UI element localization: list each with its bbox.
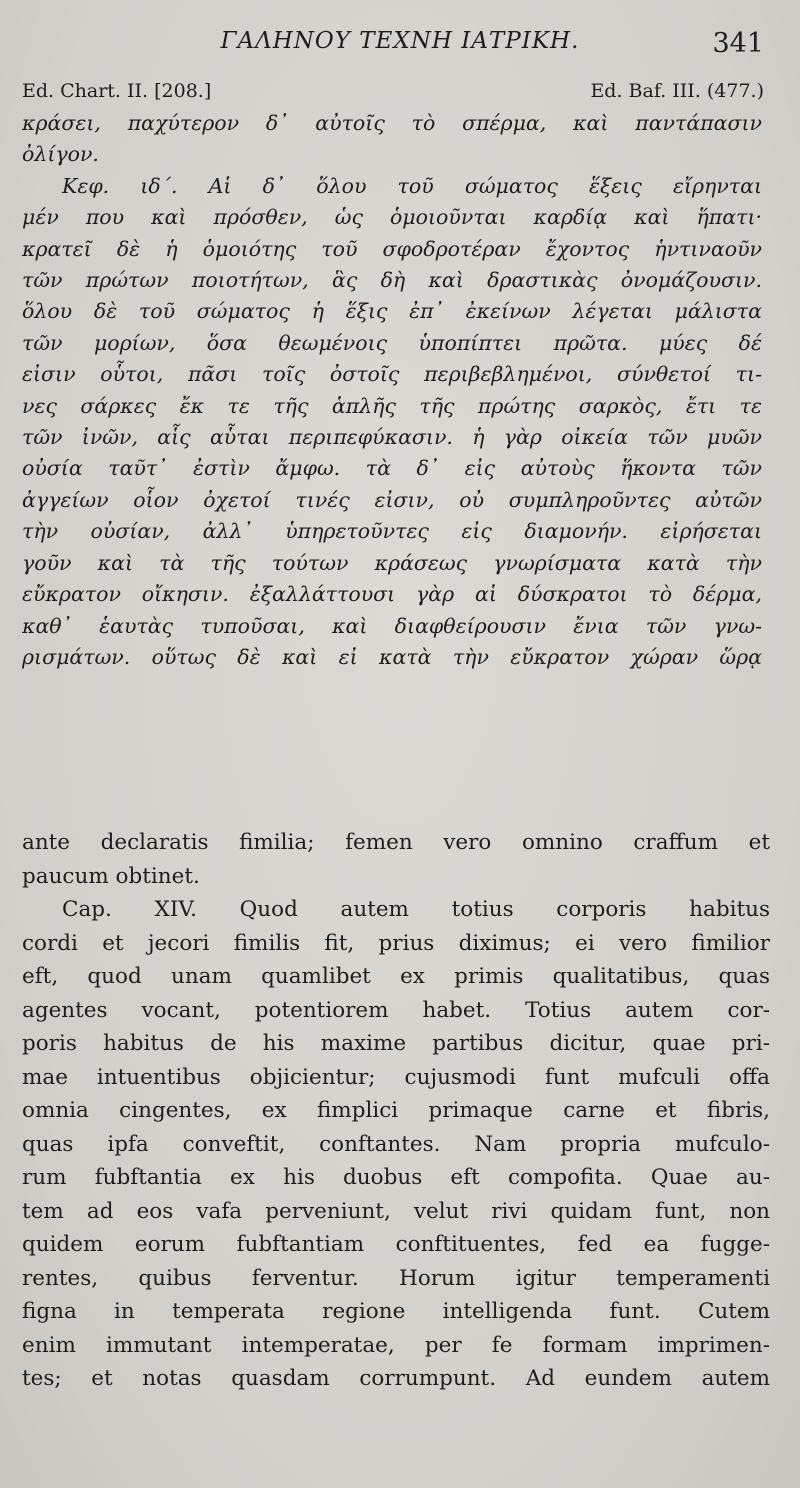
latin-text-block: [22, 826, 770, 1396]
latin-line: quas ipfa conveftit, conftantes. Nam propria mufculo-: [22, 1131, 770, 1157]
greek-line: ὅλου δὲ τοῦ σώματος ἡ ἕξις ἐπ᾽ ἐκείνων λέγεται μάλιστα: [22, 299, 762, 324]
greek-line: τῶν ἰνῶν, αἷς αὗται περιπεφύκασιν. ἡ γὰρ οἰκεία τῶν μυῶν: [22, 425, 762, 450]
latin-line: omnia cingentes, ex fimplici primaque carne et fibris,: [22, 1098, 770, 1123]
greek-line: ρισμάτων. οὕτως δὲ καὶ εἰ κατὰ τὴν εὔκρατον χώραν ὥρᾳ: [22, 644, 762, 669]
latin-line: ante declaratis fimilia; femen vero omnino craffum et: [22, 830, 770, 855]
running-title: ΓΑΛΗΝΟΥ ΤΕΧΝΗ ΙΑΤΡΙΚΗ.: [220, 28, 580, 54]
greek-line: οὐσία ταῦτ᾽ ἐστὶν ἄμφω. τὰ δ᾽ εἰς αὐτοὺς ἥκοντα τῶν: [22, 456, 762, 481]
greek-line: κράσει, παχύτερον δ᾽ αὐτοῖς τὸ σπέρμα, καὶ παντάπασιν: [22, 111, 762, 135]
latin-line: paucum obtinet.: [22, 863, 200, 889]
greek-line: καθ᾽ ἑαυτὰς τυποῦσαι, καὶ διαφθείρουσιν ἔνια τῶν γνω-: [22, 613, 762, 638]
greek-line: τὴν οὐσίαν, ἀλλ᾽ ὑπηρετοῦντες εἰς διαμονήν. εἰρήσεται: [22, 519, 762, 544]
edition-reference-left: Ed. Chart. II. [208.]: [22, 80, 212, 102]
greek-line: ὀλίγον.: [22, 142, 99, 167]
latin-line: mae intuentibus objicientur; cujusmodi funt mufculi offa: [22, 1064, 770, 1090]
greek-line: κρατεῖ δὲ ἡ ὁμοιότης τοῦ σφοδροτέραν ἔχοντος ἡντιναοῦν: [22, 236, 762, 261]
latin-line: rum fubftantia ex his duobus eft compofita. Quae au-: [22, 1165, 770, 1190]
edition-reference-right: Ed. Baf. III. (477.): [590, 80, 764, 102]
latin-line: tem ad eos vafa perveniunt, velut rivi quidam funt, non: [22, 1198, 770, 1224]
latin-line: Cap. XIV. Quod autem totius corporis habitus: [62, 897, 770, 922]
greek-line: μέν που καὶ πρόσθεν, ὡς ὁμοιοῦνται καρδίᾳ καὶ ἥπατι·: [22, 205, 762, 230]
greek-line: τῶν μορίων, ὅσα θεωμένοις ὑποπίπτει πρῶτα. μύες δέ: [22, 330, 762, 355]
latin-line: cordi et jecori fimilis fit, prius diximus; ei vero fimilior: [22, 930, 770, 956]
latin-line: agentes vocant, potentiorem habet. Totius autem cor-: [22, 997, 770, 1023]
greek-line: Κεφ. ιδ΄. Αἱ δ᾽ ὅλου τοῦ σώματος ἕξεις εἴρηνται: [62, 173, 762, 198]
page-number: 341: [712, 28, 764, 59]
latin-line: figna in temperata regione intelligenda funt. Cutem: [22, 1299, 770, 1324]
latin-line: quidem eorum fubftantiam conftituentes, fed ea fugge-: [22, 1232, 770, 1257]
latin-line: eft, quod unam quamlibet ex primis qualitatibus, quas: [22, 964, 770, 989]
greek-line: νες σάρκες ἔκ τε τῆς ἁπλῆς τῆς πρώτης σαρκὸς, ἔτι τε: [22, 393, 762, 418]
latin-line: enim immutant intemperatae, per fe formam imprimen-: [22, 1332, 770, 1358]
greek-line: γοῦν καὶ τὰ τῆς τούτων κράσεως γνωρίσματα κατὰ τὴν: [22, 550, 762, 575]
greek-text-block: [22, 108, 762, 673]
latin-line: poris habitus de his maxime partibus dicitur, quae pri-: [22, 1031, 770, 1056]
greek-line: τῶν πρώτων ποιοτήτων, ἃς δὴ καὶ δραστικὰς ὀνομάζουσιν.: [22, 268, 762, 293]
greek-line: εἰσιν οὗτοι, πᾶσι τοῖς ὀστοῖς περιβεβλημένοι, σύνθετοί τι-: [22, 362, 762, 387]
greek-line: ἀγγείων οἷον ὀχετοί τινές εἰσιν, οὐ συμπληροῦντες αὐτῶν: [22, 487, 762, 512]
greek-line: εὔκρατον οἴκησιν. ἐξαλλάττουσι γὰρ αἱ δύσκρατοι τὸ δέρμα,: [22, 582, 762, 607]
latin-line: rentes, quibus ferventur. Horum igitur temperamenti: [22, 1265, 770, 1291]
latin-line: tes; et notas quasdam corrumpunt. Ad eundem autem: [22, 1366, 770, 1391]
